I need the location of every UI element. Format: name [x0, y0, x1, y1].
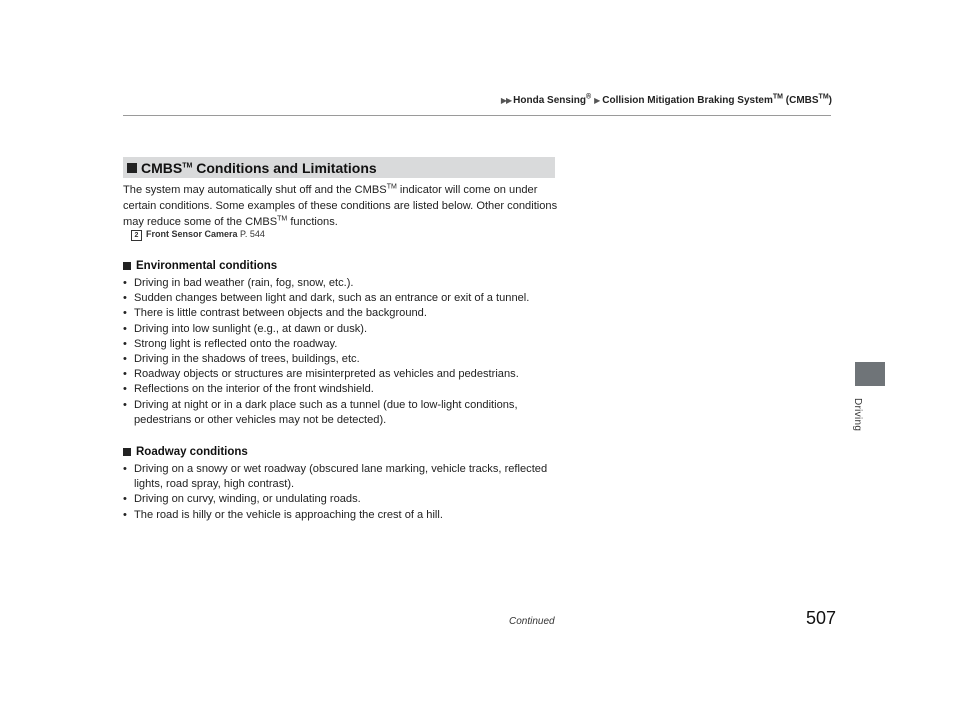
list-item: • Driving on a snowy or wet roadway (obscured lane marking, vehicle tracks, reflected lights, road spray, high contrast). [123, 463, 548, 491]
reference-arrow-icon: 2 [131, 230, 142, 241]
chapter-tab[interactable] [855, 362, 885, 386]
bullet-icon: • [123, 463, 127, 475]
list-item: • Roadway objects or structures are misinterpreted as vehicles and pedestrians. [123, 367, 563, 382]
list-item: • Driving at night or in a dark place such as a tunnel (due to low-light conditions, pedestrians or other vehicles may not be detected). [123, 398, 518, 426]
cross-reference-link[interactable]: 2 Front Sensor Camera P. 544 [131, 229, 265, 241]
square-bullet-icon [123, 262, 131, 270]
square-bullet-icon [123, 448, 131, 456]
breadcrumb [501, 95, 832, 106]
list-item: • Reflections on the interior of the front windshield. [123, 382, 563, 397]
list-item: • Strong light is reflected onto the roadway. [123, 337, 563, 352]
bullet-icon: • [123, 493, 127, 506]
continued-note: Continued [509, 616, 555, 627]
list-item: • There is little contrast between objects and the background. [123, 306, 563, 321]
bullet-icon: • [123, 322, 127, 335]
section-heading [123, 157, 555, 178]
square-bullet-icon [127, 163, 137, 173]
double-arrow-icon: ▶▶ [500, 96, 512, 105]
environmental-list [123, 276, 563, 428]
list-item: • The road is hilly or the vehicle is approaching the crest of a hill. [123, 508, 563, 523]
intro-paragraph: The system may automatically shut off and the CMBS™ indicator will come on under certain conditions. Some examples of these conditions are listed below. Other conditions may reduce some of the CMBS™ functions. [123, 183, 558, 228]
breadcrumb-honda-sensing[interactable]: Honda Sensing® [513, 93, 592, 106]
list-item: • Driving into low sunlight (e.g., at dawn or dusk). [123, 322, 563, 337]
breadcrumb-cmbs[interactable]: Collision Mitigation Braking System™ (CMBS™) [602, 93, 832, 106]
bullet-icon: • [123, 277, 127, 289]
roadway-heading: Roadway conditions [123, 446, 248, 458]
page-number: 507 [806, 608, 837, 628]
list-item: • Driving in bad weather (rain, fog, snow, etc.). [123, 276, 563, 291]
bullet-icon: • [123, 337, 127, 350]
bullet-icon: • [123, 398, 127, 411]
header-divider [123, 115, 831, 116]
bullet-icon: • [123, 307, 127, 320]
roadway-list [123, 462, 563, 523]
bullet-icon: • [123, 353, 127, 366]
bullet-icon: • [123, 383, 127, 396]
environmental-heading: Environmental conditions [123, 260, 277, 272]
arrow-icon: ▶ [594, 96, 600, 105]
section-title: CMBS™ Conditions and Limitations [141, 159, 377, 176]
list-item: • Driving in the shadows of trees, buildings, etc. [123, 352, 563, 367]
bullet-icon: • [123, 292, 127, 305]
chapter-label: Driving [852, 398, 863, 432]
list-item: • Driving on curvy, winding, or undulating roads. [123, 492, 563, 507]
bullet-icon: • [123, 368, 127, 381]
bullet-icon: • [123, 508, 127, 521]
list-item: • Sudden changes between light and dark, such as an entrance or exit of a tunnel. [123, 291, 563, 306]
